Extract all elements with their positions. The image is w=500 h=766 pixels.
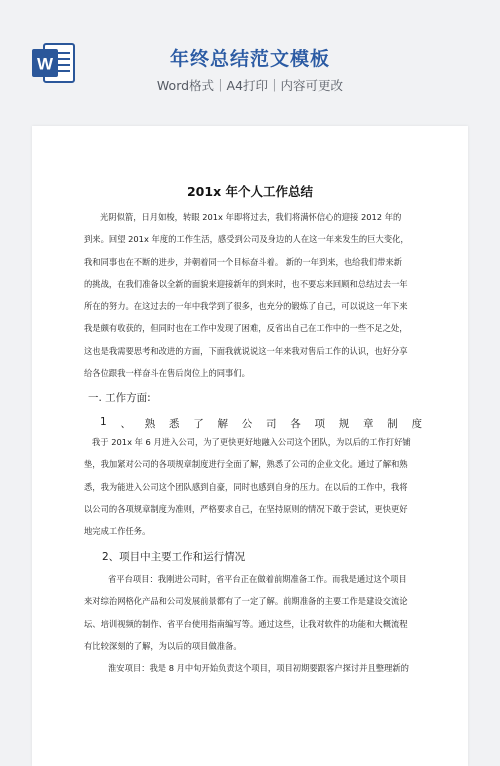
text-line: 以公司的各项规章制度为准则，严格要求自己，在坚持原则的情况下敢于尝试，更快更好 bbox=[84, 503, 408, 514]
regulations-paragraph bbox=[84, 431, 426, 542]
text-line: 光阴似箭，日月如梭，转眼 201x 年即将过去，我们将满怀信心的迎接 2012 年的 bbox=[100, 212, 402, 222]
heading-char: 公 bbox=[241, 418, 253, 430]
heading-char: 司 bbox=[265, 418, 277, 430]
subsection-heading-regulations bbox=[100, 416, 422, 431]
text-line: 垫，我加紧对公司的各项规章制度进行全面了解，熟悉了公司的企业文化。通过了解和熟 bbox=[84, 459, 408, 470]
text-line: 所在的努力。在这过去的一年中我学到了很多，也充分的锻炼了自己，可以说这一年下来 bbox=[84, 301, 408, 312]
heading-char: 、 bbox=[120, 418, 131, 430]
text-line: 到来。回望 201x 年度的工作生活，感受到公司及身边的人在这一年来发生的巨大变化， bbox=[84, 234, 409, 245]
page-title: 年终总结范文模板 bbox=[169, 48, 330, 70]
text-line: 我和同事也在不断的进步，并朝着同一个目标奋斗着。 新的一年到来，也给我们带来新 bbox=[84, 256, 402, 267]
svg-text:W: W bbox=[36, 54, 54, 74]
heading-char: 解 bbox=[217, 418, 228, 430]
heading-char: 1 bbox=[100, 416, 107, 428]
heading-char: 各 bbox=[290, 418, 301, 430]
text-line: 我于 201x 年 6 月进入公司，为了更快更好地融入公司这个团队，为以后的工作打好铺 bbox=[92, 437, 411, 447]
template-header bbox=[0, 0, 500, 120]
intro-paragraph bbox=[84, 206, 426, 384]
heading-char: 制 bbox=[387, 418, 398, 430]
heading-char: 章 bbox=[362, 418, 374, 430]
heading-char: 规 bbox=[338, 418, 350, 430]
page-subtitle: Word格式｜A4打印｜内容可更改 bbox=[156, 78, 344, 93]
text-line: 坛、培训视频的制作、省平台使用指南编写等。通过这些，让我对软件的功能和大概流程 bbox=[84, 618, 408, 629]
text-line: 省平台项目：我刚进公司时，省平台正在做着前期准备工作。而我是通过这个项目 bbox=[108, 574, 407, 584]
heading-char: 悉 bbox=[168, 418, 180, 430]
text-line: 有比较深刻的了解，为以后的项目做准备。 bbox=[84, 640, 242, 651]
text-line: 悉，我为能进入公司这个团队感到自豪，同时也感到自身的压力。在以后的工作中，我将 bbox=[84, 481, 408, 492]
document-title: 201x 年个人工作总结 bbox=[186, 184, 313, 199]
heading-char: 熟 bbox=[144, 418, 156, 430]
text-line: 来对综治网格化产品和公司发展前景都有了一定了解。前期准备的主要工作是建设交流论 bbox=[84, 596, 408, 607]
text-line: 我是颇有收获的，但同时也在工作中发现了困难，反省出自己在工作中的一些不足之处， bbox=[84, 323, 408, 334]
subsection-heading-projects: 2、项目中主要工作和运行情况 bbox=[102, 551, 246, 563]
section-heading-work: 一. 工作方面: bbox=[88, 392, 151, 404]
heading-char: 了 bbox=[193, 418, 204, 430]
document-page bbox=[32, 126, 468, 766]
text-line: 的挑战，在我们准备以全新的面貌来迎接新年的到来时，也不要忘来回顾和总结过去一年 bbox=[84, 278, 408, 289]
projects-paragraph bbox=[84, 568, 426, 679]
heading-char: 度 bbox=[411, 418, 422, 430]
text-line: 给各位跟我一样奋斗在售后岗位上的同事们。 bbox=[84, 368, 250, 379]
heading-char: 项 bbox=[314, 418, 325, 430]
text-line: 淮安项目：我是 8 月中旬开始负责这个项目，项目初期要跟客户探讨并且整理新的 bbox=[108, 663, 409, 674]
text-line: 这也是我需要思考和改进的方面，下面我就说说这一年来我对售后工作的认识，也好分享 bbox=[84, 345, 408, 356]
text-line: 地完成工作任务。 bbox=[84, 526, 151, 537]
